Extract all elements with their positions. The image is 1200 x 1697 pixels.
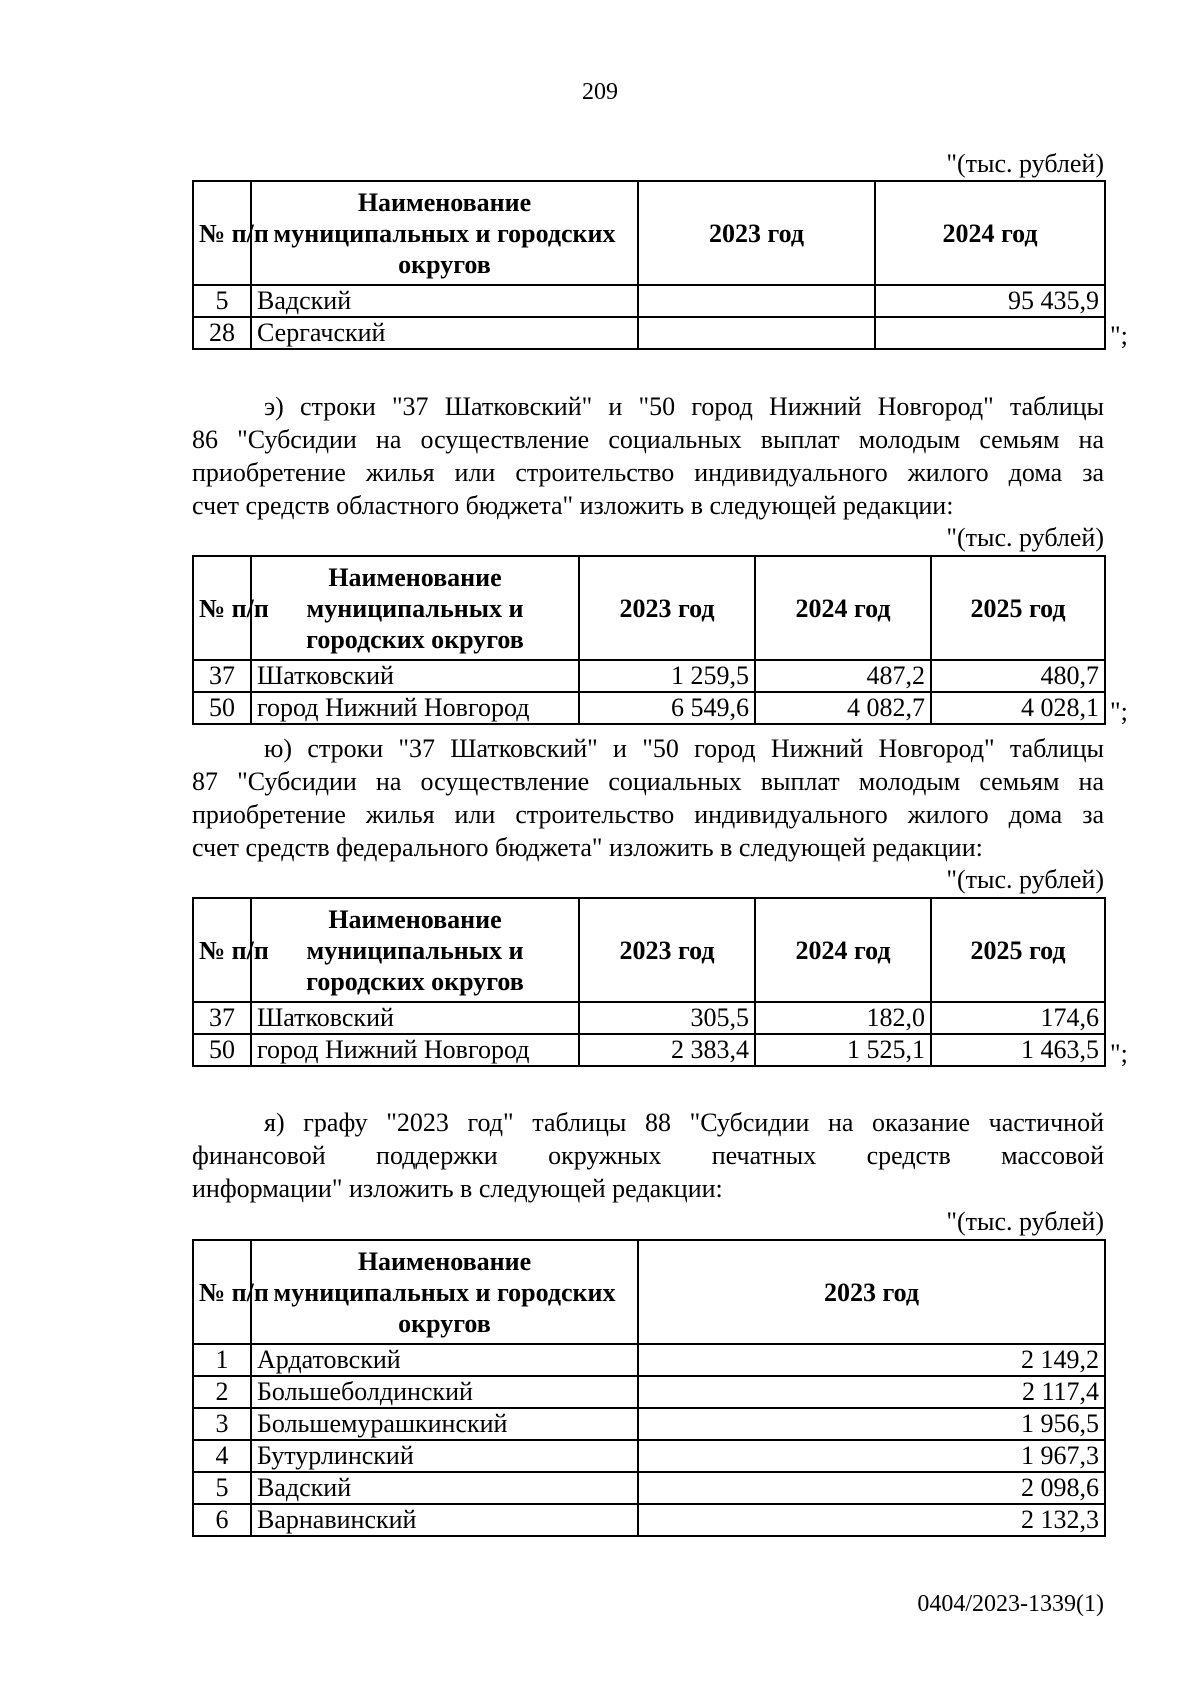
col-header-name: Наименование муниципальных и городских округов [251,181,638,285]
row-name: город Нижний Новгород [251,1034,579,1066]
paragraph-line: я) графу "2023 год" таблицы 88 "Субсидии на оказание частичной [264,1108,1104,1137]
paragraph-yu [192,732,1104,864]
row-num: 6 [193,1504,251,1536]
row-num: 4 [193,1440,251,1472]
table-row [193,1344,1105,1376]
col-header-2025: 2025 год [931,556,1105,660]
col-header-2024: 2024 год [755,556,931,660]
cell-2025: 1 463,5 [931,1034,1105,1066]
units-label: "(тыс. рублей) [946,523,1104,552]
row-num: 37 [193,660,251,692]
units-label: "(тыс. рублей) [946,1207,1104,1236]
row-name: Сергачский [251,317,638,349]
table-end-mark: "; [1110,1039,1128,1068]
table-row [193,1472,1105,1504]
row-name: Вадский [251,285,638,317]
cell-2023 [638,317,875,349]
table-3 [192,897,1106,1067]
cell-2023: 305,5 [579,1002,755,1034]
cell-2024: 182,0 [755,1002,931,1034]
cell-2024: 4 082,7 [755,692,931,724]
paragraph-line: 87 "Субсидии на осуществление социальных выплат молодым семьям на [192,767,1104,796]
paragraph-line: информации" изложить в следующей редакции: [192,1174,723,1203]
col-header-num: № п/п [193,898,251,1002]
cell-2024: 95 435,9 [875,285,1105,317]
row-name: Вадский [251,1472,638,1504]
cell-2023: 1 956,5 [638,1408,1105,1440]
paragraph-e [192,390,1104,522]
table-end-mark: "; [1110,321,1128,350]
page-number: 209 [582,79,618,105]
table-row [193,1002,1105,1034]
paragraph-line: э) строки "37 Шатковский" и "50 город Нижний Новгород" таблицы [264,392,1104,421]
row-num: 5 [193,285,251,317]
row-num: 3 [193,1408,251,1440]
col-header-name: Наименование муниципальных и городских округов [251,1240,638,1344]
col-header-2024: 2024 год [875,181,1105,285]
table-row [193,285,1105,317]
row-name: Шатковский [251,660,579,692]
table-2 [192,555,1106,725]
cell-2023: 2 383,4 [579,1034,755,1066]
col-header-2023: 2023 год [579,556,755,660]
col-header-2025: 2025 год [931,898,1105,1002]
col-header-name: Наименование муниципальных и городских округов [251,898,579,1002]
cell-2024: 1 525,1 [755,1034,931,1066]
row-num: 2 [193,1376,251,1408]
cell-2023: 2 132,3 [638,1504,1105,1536]
row-name: Большеболдинский [251,1376,638,1408]
col-header-2023: 2023 год [638,1240,1105,1344]
cell-2023: 2 117,4 [638,1376,1105,1408]
cell-2023 [638,285,875,317]
cell-2023: 2 149,2 [638,1344,1105,1376]
document-code: 0404/2023-1339(1) [917,1591,1104,1617]
col-header-2023: 2023 год [638,181,875,285]
cell-2025: 4 028,1 [931,692,1105,724]
paragraph-line: ю) строки "37 Шатковский" и "50 город Нижний Новгород" таблицы [264,734,1104,763]
row-name: Шатковский [251,1002,579,1034]
row-name: город Нижний Новгород [251,692,579,724]
table-row [193,317,1105,349]
table-row [193,1408,1105,1440]
cell-2025: 174,6 [931,1002,1105,1034]
paragraph-line: 86 "Субсидии на осуществление социальных выплат молодым семьям на [192,425,1104,454]
col-header-num: № п/п [193,181,251,285]
row-num: 5 [193,1472,251,1504]
paragraph-line: приобретение жилья или строительство индивидуального жилого дома за [192,800,1104,829]
cell-2023: 2 098,6 [638,1472,1105,1504]
row-num: 37 [193,1002,251,1034]
col-header-2023: 2023 год [579,898,755,1002]
row-num: 1 [193,1344,251,1376]
cell-2025: 480,7 [931,660,1105,692]
paragraph-line: счет средств федерального бюджета" изложить в следующей редакции: [192,833,983,862]
table-1 [192,180,1106,350]
table-row [193,1504,1105,1536]
paragraph-line: финансовой поддержки окружных печатных средств массовой [192,1141,1104,1170]
row-num: 50 [193,692,251,724]
paragraph-line: приобретение жилья или строительство индивидуального жилого дома за [192,458,1104,487]
cell-2024: 487,2 [755,660,931,692]
table-row [193,692,1105,724]
row-num: 28 [193,317,251,349]
col-header-num: № п/п [193,1240,251,1344]
units-label: "(тыс. рублей) [946,865,1104,894]
table-4 [192,1239,1106,1537]
row-name: Варнавинский [251,1504,638,1536]
cell-2024 [875,317,1105,349]
table-row [193,1034,1105,1066]
row-name: Большемурашкинский [251,1408,638,1440]
col-header-num: № п/п [193,556,251,660]
paragraph-line: счет средств областного бюджета" изложить в следующей редакции: [192,491,954,520]
paragraph-ya [192,1106,1104,1205]
table-row [193,1376,1105,1408]
cell-2023: 6 549,6 [579,692,755,724]
table-row [193,660,1105,692]
row-name: Бутурлинский [251,1440,638,1472]
table-row [193,1440,1105,1472]
cell-2023: 1 967,3 [638,1440,1105,1472]
units-label: "(тыс. рублей) [946,149,1104,178]
cell-2023: 1 259,5 [579,660,755,692]
col-header-2024: 2024 год [755,898,931,1002]
row-name: Ардатовский [251,1344,638,1376]
col-header-name: Наименование муниципальных и городских округов [251,556,579,660]
table-end-mark: "; [1110,697,1128,726]
row-num: 50 [193,1034,251,1066]
